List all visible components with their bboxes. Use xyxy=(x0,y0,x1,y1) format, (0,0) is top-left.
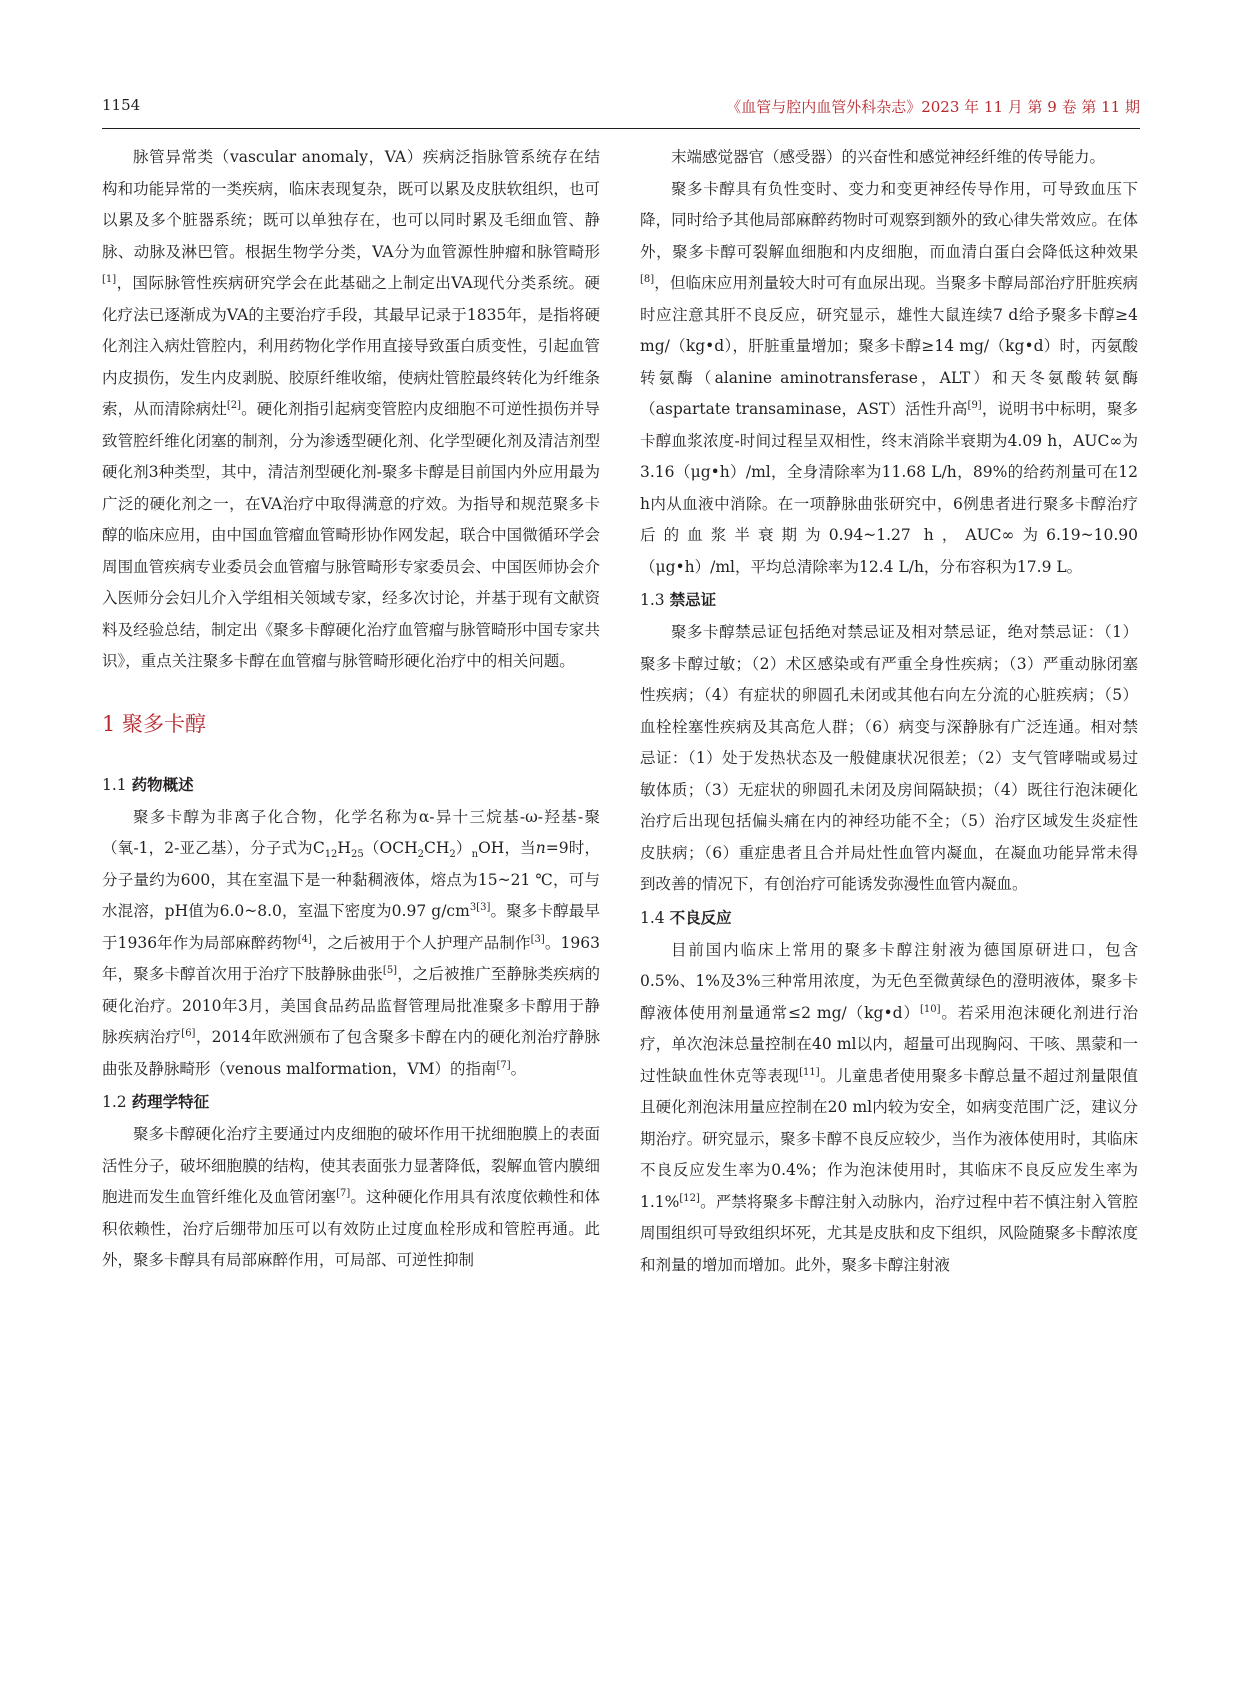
section-1-4-heading: 1.4 不良反应 xyxy=(640,907,732,927)
citation: [5] xyxy=(382,964,398,976)
header-rule xyxy=(102,128,1140,129)
paragraph-1-1: 聚多卡醇为非离子化合物，化学名称为α-异十三烷基-ω-羟基-聚（氧-1，2-亚乙基），分子式为$C_{12}H_{25}(OCH_2CH_2)_nOH$，当n=9时，分子量约为600，其在室温下是一种黏稠液体，熔点为15~21 ℃，可与水混溶，pH值为6.0~8.0，室温下密度为0.97 $g/cm^{3[3]}$。聚多卡醇最早于1936年作为局部麻醉药物[4]，之后被用于个人护理产品制作[3]。1963年，聚多卡醇首次用于治疗下肢静脉曲张[5]，之后被推广至静脉类疾病的硬化治疗。2010年3月，美国食品药品监督管理局批准聚多卡醇用于静脉疾病治疗[6]，2014年欧洲颁布了包含聚多卡醇在内的硬化剂治疗静脉曲张及静脉畸形（venous malformation，VM）的指南[7]。 xyxy=(102,807,600,1078)
citation: [11] xyxy=(799,1066,820,1078)
journal-info: 《血管与腔内血管外科杂志》2023 年 11 月 第 9 卷 第 11 期 xyxy=(726,98,1140,116)
citation: [1] xyxy=(102,273,117,285)
citation: 3[3] xyxy=(469,901,491,913)
citation: [2] xyxy=(226,399,242,411)
paragraph-continued: 末端感觉器官（感受器）的兴奋性和感觉神经纤维的传导能力。 xyxy=(671,148,1106,166)
right-column xyxy=(640,142,1138,1281)
paragraph-1-3: 聚多卡醇禁忌证包括绝对禁忌证及相对禁忌证，绝对禁忌证：（1）聚多卡醇过敏；（2）术区感染或有严重全身性疾病；（3）严重动脉闭塞性疾病；（4）有症状的卵圆孔未闭或其他右向左分流的心脏疾病；（5）血栓栓塞性疾病及其高危人群；（6）病变与深静脉有广泛连通。相对禁忌证：（1）处于发热状态及一般健康状况很差；（2）支气管哮喘或易过敏体质；（3）无症状的卵圆孔未闭及房间隔缺损；（4）既往行泡沫硬化治疗后出现包括偏头痛在内的神经功能不全；（5）治疗区域发生炎症性皮肤病；（6）重症患者且合并局灶性血管内凝血，在凝血功能异常未得到改善的情况下，有创治疗可能诱发弥漫性血管内凝血。 xyxy=(640,623,1138,893)
citation: [4] xyxy=(297,933,312,945)
citation: [8] xyxy=(640,273,655,285)
page-number: 1154 xyxy=(102,96,141,114)
citation: [12] xyxy=(679,1192,700,1204)
left-column xyxy=(102,142,600,1277)
section-1-3-heading: 1.3 禁忌证 xyxy=(640,590,717,609)
section-1-title: 1 聚多卡醇 xyxy=(102,711,207,736)
section-1-1-heading: 1.1 药物概述 xyxy=(102,774,194,794)
intro-paragraph: 脉管异常类（vascular anomaly，VA）疾病泛指脉管系统存在结构和功能异常的一类疾病，临床表现复杂，既可以累及皮肤软组织，也可以累及多个脏器系统；既可以单独存在，也可以同时累及毛细血管、静脉、动脉及淋巴管。根据生物学分类，VA分为血管源性肿瘤和脉管畸形[1]，国际脉管性疾病研究学会在此基础之上制定出VA现代分类系统。硬化疗法已逐渐成为VA的主要治疗手段，其最早记录于1835年，是指将硬化剂注入病灶管腔内，利用药物化学作用直接导致蛋白质变性，引起血管内皮损伤，发生内皮剥脱、胶原纤维收缩，使病灶管腔最终转化为纤维条索，从而清除病灶[2]。硬化剂指引起病变管腔内皮细胞不可逆性损伤并导致管腔纤维化闭塞的制剂，分为渗透型硬化剂、化学型硬化剂及清洁剂型硬化剂3种类型，其中，清洁剂型硬化剂-聚多卡醇是目前国内外应用最为广泛的硬化剂之一，在VA治疗中取得满意的疗效。为指导和规范聚多卡醇的临床应用，由中国血管瘤血管畸形协作网发起，联合中国微循环学会周围血管疾病专业委员会血管瘤与脉管畸形专家委员会、中国医师协会介入医师分会妇儿介入学组相关领域专家，经多次讨论，并基于现有文献资料及经验总结，制定出《聚多卡醇硬化治疗血管瘤与脉管畸形中国专家共识》，重点关注聚多卡醇在血管瘤与脉管畸形硬化治疗中的相关问题。 xyxy=(102,148,600,670)
citation: [7] xyxy=(336,1187,351,1199)
citation: [7] xyxy=(496,1059,511,1071)
citation: [9] xyxy=(967,399,982,411)
paragraph-1-2: 聚多卡醇硬化治疗主要通过内皮细胞的破坏作用干扰细胞膜上的表面活性分子，破坏细胞膜的结构，使其表面张力显著降低，裂解血管内膜细胞进而发生血管纤维化及血管闭塞[7]。这种硬化作用具有浓度依赖性和体积依赖性，治疗后绷带加压可以有效防止过度血栓形成和管腔再通。此外，聚多卡醇具有局部麻醉作用，可局部、可逆性抑制 xyxy=(102,1125,600,1269)
citation: [3] xyxy=(530,933,545,945)
section-1-2-heading: 1.2 药理学特征 xyxy=(102,1092,210,1111)
citation: [6] xyxy=(181,1027,196,1039)
citation: [10] xyxy=(919,1003,941,1015)
paragraph-pharmacokinetics: 聚多卡醇具有负性变时、变力和变更神经传导作用，可导致血压下降，同时给予其他局部麻醉药物时可观察到额外的致心律失常效应。在体外，聚多卡醇可裂解血细胞和内皮细胞，而血清白蛋白会降低这种效果[8]，但临床应用剂量较大时可有血尿出现。当聚多卡醇局部治疗肝脏疾病时应注意其肝不良反应，研究显示，雄性大鼠连续7 d给予聚多卡醇≥4 mg/（kg•d），肝脏重量增加；聚多卡醇≥14 mg/（kg•d）时，丙氨酸转氨酶（alanine aminotransferase，ALT）和天冬氨酸转氨酶（aspartate transaminase，AST）活性升高[9]，说明书中标明，聚多卡醇血浆浓度-时间过程呈双相性，终末消除半衰期为4.09 h，AUC∞为3.16（μg•h）/ml，全身清除率为11.68 L/h，89%的给药剂量可在12 h内从血液中消除。在一项静脉曲张研究中，6例患者进行聚多卡醇治疗后的血浆半衰期为0.94~1.27 h，AUC∞为6.19~10.90 （μg•h）/ml，平均总清除率为12.4 L/h，分布容积为17.9 L。 xyxy=(640,179,1138,576)
page-header xyxy=(102,96,1140,122)
paragraph-1-4: 目前国内临床上常用的聚多卡醇注射液为德国原研进口，包含0.5%、1%及3%三种常用浓度，为无色至微黄绿色的澄明液体，聚多卡醇液体使用剂量通常≤2 mg/（kg•d）[10]。若采用泡沫硬化剂进行治疗，单次泡沫总量控制在40 ml以内，超量可出现胸闷、干咳、黑蒙和一过性缺血性休克等表现[11]。儿童患者使用聚多卡醇总量不超过剂量限值且硬化剂泡沫用量应控制在20 ml内较为安全，如病变范围广泛，建议分期治疗。研究显示，聚多卡醇不良反应较少，当作为液体使用时，其临床不良反应发生率为0.4%；作为泡沫使用时，其临床不良反应发生率为1.1%[12]。严禁将聚多卡醇注射入动脉内，治疗过程中若不慎注射入管腔周围组织可导致组织坏死，尤其是皮肤和皮下组织，风险随聚多卡醇浓度和剂量的增加而增加。此外，聚多卡醇注射液 xyxy=(640,940,1138,1274)
